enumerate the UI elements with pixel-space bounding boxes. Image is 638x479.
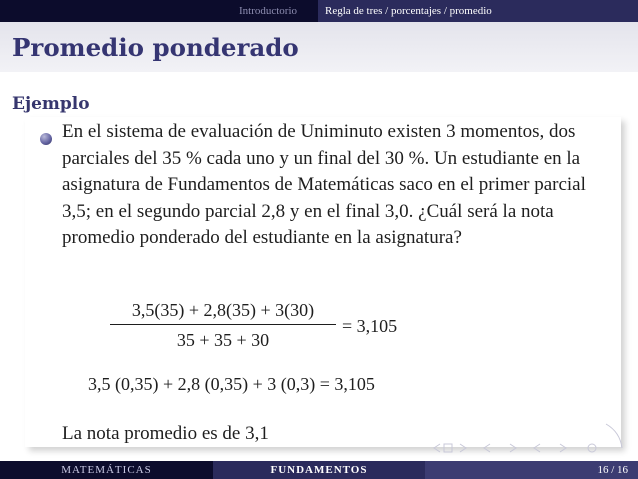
equation-result: = 3,105 bbox=[342, 316, 398, 336]
nav-section-forward-icon bbox=[510, 444, 516, 452]
nav-forward-icon bbox=[460, 444, 466, 452]
nav-frame-icon bbox=[444, 444, 452, 452]
footer bbox=[0, 461, 638, 479]
nav-section-back-icon bbox=[484, 444, 490, 452]
page-number: 16 / 16 bbox=[597, 464, 628, 476]
fraction bbox=[110, 298, 336, 352]
fraction-denominator: 35 + 35 + 30 bbox=[176, 330, 270, 350]
beamer-navigation-icons[interactable] bbox=[430, 418, 630, 458]
nav-section-current[interactable]: Regla de tres / porcentajes / promedio bbox=[318, 0, 638, 22]
fraction-bar bbox=[110, 324, 336, 325]
bullet-icon bbox=[40, 133, 52, 145]
nav-section-introductorio[interactable]: Introductorio bbox=[238, 5, 298, 17]
footer-author: MATEMÁTICAS bbox=[0, 461, 213, 479]
footer-page-area bbox=[425, 461, 638, 479]
nav-arc-icon bbox=[606, 424, 622, 448]
block-title: Ejemplo bbox=[12, 94, 90, 114]
decimal-weight-equation: 3,5 (0,35) + 2,8 (0,35) + 3 (0,3) = 3,105 bbox=[88, 374, 375, 394]
nav-search-icon bbox=[588, 444, 596, 452]
conclusion-text: La nota promedio es de 3,1 bbox=[62, 423, 269, 444]
top-navigation-bar bbox=[0, 0, 638, 22]
fraction-numerator: 3,5(35) + 2,8(35) + 3(30) bbox=[131, 300, 315, 320]
slide-title: Promedio ponderado bbox=[12, 33, 299, 62]
footer-title: FUNDAMENTOS bbox=[213, 461, 425, 479]
nav-subsection-back-icon bbox=[534, 444, 540, 452]
nav-back-icon bbox=[434, 444, 440, 452]
nav-subsection-forward-icon bbox=[560, 444, 566, 452]
problem-statement: En el sistema de evaluación de Uniminuto existen 3 momentos, dos parciales del 35 % cada uno y un final del 30 %. Un estudiante en la asignatura de Fundamentos de Matemáticas saco en el primer parcial 3,5; en el segundo parcial 2,8 y en el final 3,0. ¿Cuál será la nota promedio ponderado del estudiante en la asignatura? bbox=[62, 121, 586, 248]
